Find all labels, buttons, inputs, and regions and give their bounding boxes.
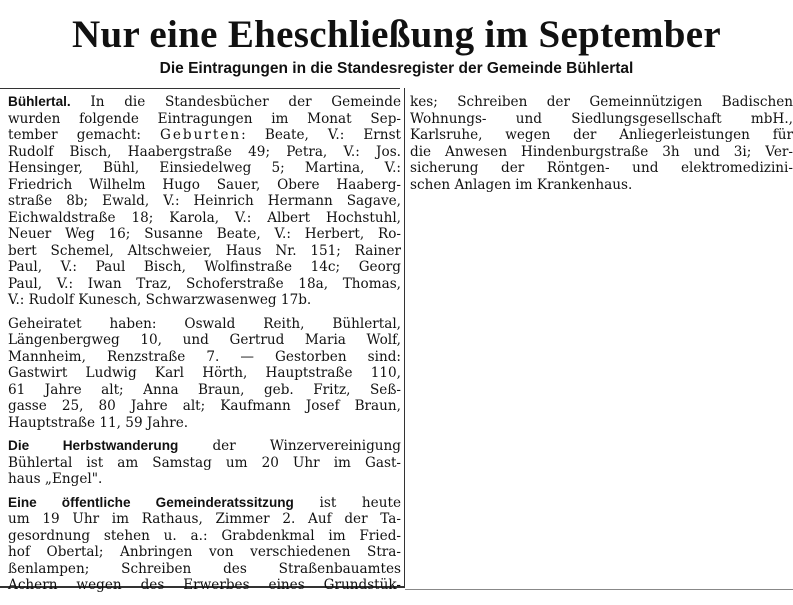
- paragraph-marriages-deaths: [8, 316, 401, 432]
- text-line: um 19 Uhr im Rathaus, Zimmer 2. Auf der Ta-: [8, 511, 401, 527]
- text-line: hof Obertal; Anbringen von verschiedenen Stra-: [8, 544, 401, 560]
- text-fragment: In die Standesbücher der Gemeinde: [70, 94, 401, 110]
- text-line: Geheiratet haben: Oswald Reith, Bühlertal,: [8, 315, 401, 332]
- text-line: 61 Jahre alt; Anna Braun, geb. Fritz, Seß-: [8, 381, 401, 398]
- top-rule: [0, 88, 400, 89]
- subheadline: Die Eintragungen in die Standesregister der Gemeinde Bühlertal: [159, 60, 634, 77]
- text-line: gesordnung stehen u. a.: Grabdenkmal im Fried-: [8, 527, 401, 544]
- text-fragment: der Winzervereinigung: [178, 438, 401, 454]
- text-line: schen Anlagen im Krankenhaus.: [410, 176, 633, 193]
- text-line: Mannheim, Renzstraße 7. — Gestorben sind:: [8, 348, 401, 365]
- paragraph-lead: Eine öffentliche Gemeinderatssitzung: [8, 494, 294, 510]
- text-line: Längenbergweg 10, und Gertrud Maria Wolf,: [8, 332, 401, 348]
- text-line: straße 8b; Ewald, V.: Heinrich Hermann Sagave,: [8, 193, 401, 209]
- text-line: Friedrich Wilhelm Hugo Sauer, Obere Haaberg-: [8, 176, 401, 193]
- text-fragment: : Beate, V.: Ernst: [241, 127, 402, 143]
- text-line: Bühlertal ist am Samstag um 20 Uhr im Gast-: [8, 454, 401, 471]
- text-line: Wohnungs- und Siedlungsgesellschaft mbH.,: [410, 110, 793, 127]
- paragraph-lead: Die Herbstwanderung: [8, 438, 179, 453]
- text-line: [8, 94, 401, 111]
- text-line: [8, 127, 401, 144]
- text-fragment: ist heute: [293, 494, 401, 511]
- text-line: Gastwirt Ludwig Karl Hörth, Hauptstraße 110,: [8, 365, 401, 381]
- paragraph-autumn-hike: [8, 438, 401, 488]
- text-line: Hauptstraße 11, 59 Jahre.: [8, 414, 189, 431]
- text-line: Achern wegen des Erwerbes eines Grundstük-: [8, 577, 401, 593]
- text-line: bert Schemel, Altschweier, Haus Nr. 151; Rainer: [8, 242, 401, 259]
- text-line: Karlsruhe, wegen der Anliegerleistungen für: [410, 127, 793, 143]
- text-line: Hensinger, Bühl, Einsiedelweg 5; Martina, V.:: [8, 160, 401, 176]
- headline: Nur eine Eheschließung im September: [72, 13, 721, 56]
- text-line: Rudolf Bisch, Haabergstraße 49; Petra, V.: Jos.: [8, 143, 401, 160]
- column-left: [8, 94, 401, 601]
- text-line: haus „Engel".: [8, 471, 103, 487]
- text-line: die Anwesen Hindenburgstraße 3h und 3i; Ver-: [410, 143, 793, 160]
- text-line: Paul, V.: Paul Bisch, Wolfinstraße 14c; Georg: [8, 259, 401, 275]
- text-line: V.: Rudolf Kunesch, Schwarzwasenweg 17b.: [8, 292, 312, 308]
- column-divider: [404, 88, 405, 586]
- text-line: Neuer Weg 16; Susanne Beate, V.: Herbert, Ro-: [8, 226, 401, 242]
- text-line: wurden folgende Eintragungen im Monat Sep-: [8, 110, 401, 127]
- section-keyword: Geburten: [160, 127, 242, 143]
- text-line: Eichwaldstraße 18; Karola, V.: Albert Hochstuhl,: [8, 209, 401, 226]
- text-line: ßenlampen; Schreiben des Straßenbauamtes: [8, 560, 401, 577]
- text-line: gasse 25, 80 Jahre alt; Kaufmann Josef Braun,: [8, 398, 401, 414]
- paragraph-births: [8, 94, 401, 309]
- text-line: [8, 495, 401, 512]
- column-right: [410, 94, 793, 193]
- text-line: sicherung der Röntgen- und elektromedizini-: [410, 160, 793, 176]
- paragraph-council-meeting: [8, 495, 401, 594]
- text-line: Paul, V.: Iwan Traz, Schoferstraße 18a, Thomas,: [8, 275, 401, 292]
- text-fragment: tember gemacht:: [8, 127, 161, 143]
- text-line: kes; Schreiben der Gemeinnützigen Badischen: [410, 94, 793, 110]
- place-name: Bühlertal.: [8, 94, 71, 109]
- bottom-rule-right: [405, 589, 793, 590]
- text-line: [8, 438, 401, 455]
